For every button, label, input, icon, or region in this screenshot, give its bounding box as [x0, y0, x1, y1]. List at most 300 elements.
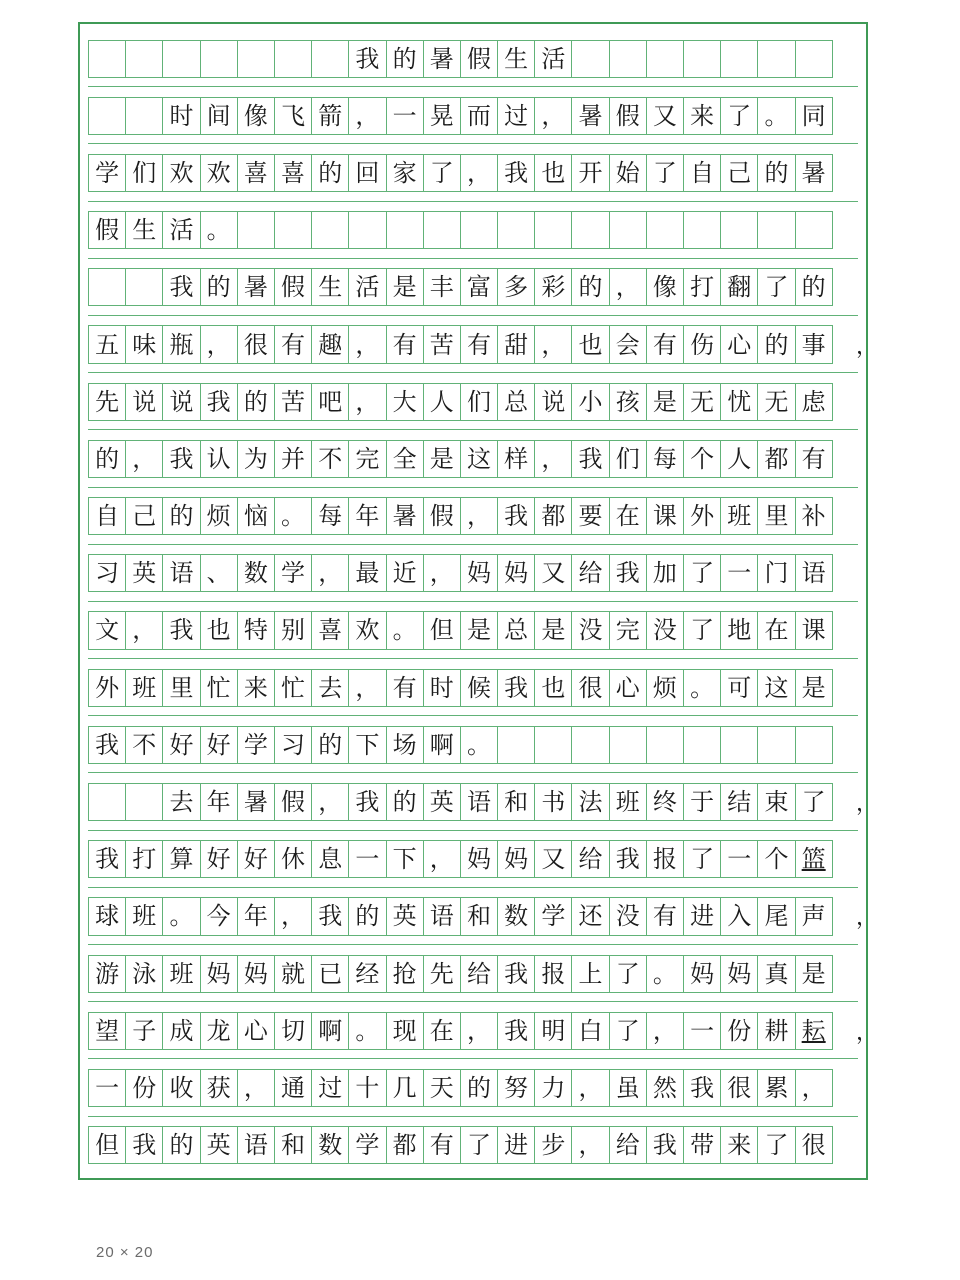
grid-cell: 假: [609, 97, 647, 135]
grid-cell: 甜: [497, 325, 535, 363]
grid-row: [88, 659, 858, 716]
grid-cell: 我: [497, 154, 535, 192]
grid-cell: 一: [386, 97, 424, 135]
grid-cell: 下: [348, 726, 386, 764]
grid-cell: [609, 211, 647, 249]
grid-cell: 学: [348, 1126, 386, 1164]
grid-cell: 箭: [311, 97, 349, 135]
grid-cell: 是: [386, 268, 424, 306]
grid-row: [88, 888, 878, 945]
grid-cell: 有: [646, 325, 684, 363]
grid-cell: 是: [795, 955, 833, 993]
grid-cell: 我: [88, 726, 126, 764]
grid-cell: ，: [795, 1069, 833, 1107]
grid-cell: 的: [348, 897, 386, 935]
grid-cell: ，: [311, 554, 349, 592]
grid-cell: 。: [200, 211, 238, 249]
grid-cell: 外: [88, 669, 126, 707]
grid-cell: 数: [311, 1126, 349, 1164]
grid-cell: 了: [795, 783, 833, 821]
grid-cell: 。: [348, 1012, 386, 1050]
grid-cell: 和: [460, 897, 498, 935]
grid-cell: ，: [423, 840, 461, 878]
grid-cell: 但: [423, 611, 461, 649]
grid-cell: 了: [460, 1126, 498, 1164]
grid-cell: 丰: [423, 268, 461, 306]
grid-cell: 报: [534, 955, 572, 993]
grid-cell: 现: [386, 1012, 424, 1050]
grid-cell: 每: [646, 440, 684, 478]
grid-cell: 已: [311, 955, 349, 993]
grid-cell: 经: [348, 955, 386, 993]
grid-cell: 进: [497, 1126, 535, 1164]
grid-cell: [757, 40, 795, 78]
grid-cell: 英: [386, 897, 424, 935]
grid-cell: [609, 726, 647, 764]
grid-cell: 的: [386, 40, 424, 78]
grid-cell: 大: [386, 383, 424, 421]
grid-cell: 生: [125, 211, 163, 249]
grid-cell: 班: [125, 669, 163, 707]
grid-cell: 妈: [200, 955, 238, 993]
grid-cell: 无: [683, 383, 721, 421]
grid-cell: 不: [125, 726, 163, 764]
grid-cell: 的: [311, 154, 349, 192]
grid-cell: 可: [720, 669, 758, 707]
grid-cell: ，: [534, 97, 572, 135]
grid-cell: 成: [162, 1012, 200, 1050]
grid-row: [88, 602, 858, 659]
grid-cell: [348, 211, 386, 249]
grid-cell: 心: [720, 325, 758, 363]
grid-cell: 妈: [683, 955, 721, 993]
grid-cell: 说: [534, 383, 572, 421]
grid-cell: [237, 211, 275, 249]
grid-cell: [683, 726, 721, 764]
grid-cell: 暑: [237, 268, 275, 306]
grid-cell: 说: [162, 383, 200, 421]
grid-cell: 明: [534, 1012, 572, 1050]
grid-cell: [646, 726, 684, 764]
grid-cell: 像: [237, 97, 275, 135]
grid-cell: 学: [534, 897, 572, 935]
grid-cell: ，: [274, 897, 312, 935]
grid-cell: 欢: [162, 154, 200, 192]
grid-cell: 有: [423, 1126, 461, 1164]
grid-cell: 们: [609, 440, 647, 478]
grid-cell: 了: [757, 268, 795, 306]
grid-cell: 给: [609, 1126, 647, 1164]
grid-cell: 子: [125, 1012, 163, 1050]
grid-cell: 烦: [200, 497, 238, 535]
grid-cell: 喜: [274, 154, 312, 192]
grid-cell: 课: [795, 611, 833, 649]
grid-cell: 也: [534, 154, 572, 192]
grid-cell: 份: [720, 1012, 758, 1050]
grid-cell: 味: [125, 325, 163, 363]
grid-cell: 我: [88, 840, 126, 878]
grid-cell: 进: [683, 897, 721, 935]
grid-cell: 有: [386, 669, 424, 707]
grid-cell: 苦: [274, 383, 312, 421]
grid-cell: 都: [757, 440, 795, 478]
grid-cell: 语: [162, 554, 200, 592]
grid-cell: 班: [162, 955, 200, 993]
grid-cell: 数: [497, 897, 535, 935]
grid-cell: ，: [348, 325, 386, 363]
grid-cell: 好: [200, 726, 238, 764]
grid-cell: 休: [274, 840, 312, 878]
grid-cell: 很: [571, 669, 609, 707]
grid-cell: 年: [200, 783, 238, 821]
grid-cell: 而: [460, 97, 498, 135]
grid-cell: 外: [683, 497, 721, 535]
grid-cell: ，: [460, 497, 498, 535]
grid-cell: 望: [88, 1012, 126, 1050]
grid-cell: 结: [720, 783, 758, 821]
grid-cell: 于: [683, 783, 721, 821]
grid-cell: [125, 783, 163, 821]
grid-cell: 学: [274, 554, 312, 592]
grid-row: [88, 316, 878, 373]
grid-cell: 了: [683, 840, 721, 878]
grid-cell: 我: [609, 840, 647, 878]
grid-cell: 恼: [237, 497, 275, 535]
grid-cell: 真: [757, 955, 795, 993]
grid-cell: 门: [757, 554, 795, 592]
grid-cell: [795, 211, 833, 249]
grid-cell: 妈: [497, 554, 535, 592]
grid-cell: 去: [162, 783, 200, 821]
grid-cell: 五: [88, 325, 126, 363]
grid-cell: 努: [497, 1069, 535, 1107]
grid-cell: 。: [683, 669, 721, 707]
grid-row: [88, 259, 858, 316]
grid-cell: 是: [646, 383, 684, 421]
grid-cell: 的: [311, 726, 349, 764]
grid-cell: 入: [720, 897, 758, 935]
grid-cell: 伤: [683, 325, 721, 363]
grid-cell: 我: [497, 1012, 535, 1050]
grid-cell: 英: [125, 554, 163, 592]
grid-cell: 开: [571, 154, 609, 192]
grid-cell: 收: [162, 1069, 200, 1107]
grid-cell: 和: [274, 1126, 312, 1164]
grid-cell: 书: [534, 783, 572, 821]
grid-cell: 欢: [200, 154, 238, 192]
grid-cell: [720, 726, 758, 764]
grid-cell: 暑: [386, 497, 424, 535]
grid-cell: ，: [200, 325, 238, 363]
grid-cell: 的: [162, 497, 200, 535]
grid-cell: 游: [88, 955, 126, 993]
grid-cell: 我: [162, 268, 200, 306]
grid-cell: [274, 211, 312, 249]
grid-cell: 很: [237, 325, 275, 363]
grid-cell: 小: [571, 383, 609, 421]
grid-cell: 多: [497, 268, 535, 306]
grid-cell: 不: [311, 440, 349, 478]
grid-cell: 没: [609, 897, 647, 935]
grid-cell: 。: [757, 97, 795, 135]
grid-cell: 总: [497, 383, 535, 421]
grid-cell: ，: [237, 1069, 275, 1107]
grid-cell: 虽: [609, 1069, 647, 1107]
grid-row: [88, 87, 858, 144]
grid-cell: 的: [162, 1126, 200, 1164]
grid-cell: 孩: [609, 383, 647, 421]
grid-cell: 地: [720, 611, 758, 649]
grid-cell: [237, 40, 275, 78]
grid-cell: 个: [757, 840, 795, 878]
grid-cell: 法: [571, 783, 609, 821]
grid-cell: 吧: [311, 383, 349, 421]
grid-cell: 彩: [534, 268, 572, 306]
grid-cell: 特: [237, 611, 275, 649]
grid-cell: 活: [534, 40, 572, 78]
grid-cell: 语: [237, 1126, 275, 1164]
grid-cell: 的: [571, 268, 609, 306]
grid-cell: [571, 726, 609, 764]
grid-cell: 在: [423, 1012, 461, 1050]
grid-cell: 累: [757, 1069, 795, 1107]
grid-cell: 加: [646, 554, 684, 592]
grid-cell: ，: [534, 440, 572, 478]
grid-cell: 班: [609, 783, 647, 821]
grid-cell: 候: [460, 669, 498, 707]
grid-cell: 语: [460, 783, 498, 821]
grid-cell: [88, 40, 126, 78]
grid-cell: 家: [386, 154, 424, 192]
grid-cell: 场: [386, 726, 424, 764]
grid-cell: 算: [162, 840, 200, 878]
grid-cell: 为: [237, 440, 275, 478]
grid-cell: [571, 40, 609, 78]
grid-cell: 飞: [274, 97, 312, 135]
grid-cell: 虑: [795, 383, 833, 421]
grid-cell: 别: [274, 611, 312, 649]
grid-row: [88, 430, 858, 487]
grid-cell: 生: [497, 40, 535, 78]
grid-cell: 。: [646, 955, 684, 993]
grid-cell: [162, 40, 200, 78]
grid-cell: 暑: [237, 783, 275, 821]
grid-cell: 切: [274, 1012, 312, 1050]
grid-cell: 说: [125, 383, 163, 421]
grid-cell: [795, 726, 833, 764]
grid-cell: 暑: [571, 97, 609, 135]
grid-cell: ，: [571, 1069, 609, 1107]
grid-cell: 最: [348, 554, 386, 592]
grid-cell: 的: [795, 268, 833, 306]
grid-cell: 认: [200, 440, 238, 478]
grid-cell: 又: [534, 554, 572, 592]
grid-cell: [88, 783, 126, 821]
grid-cell: 抢: [386, 955, 424, 993]
grid-cell: 啊: [311, 1012, 349, 1050]
grid-cell: 心: [609, 669, 647, 707]
grid-cell: 妈: [720, 955, 758, 993]
grid-cell: 几: [386, 1069, 424, 1107]
grid-cell: 有: [386, 325, 424, 363]
grid-cell: 的: [200, 268, 238, 306]
grid-cell: ，: [125, 440, 163, 478]
grid-cell: 暑: [423, 40, 461, 78]
grid-cell: 我: [125, 1126, 163, 1164]
grid-cell: 的: [88, 440, 126, 478]
grid-cell: 假: [274, 783, 312, 821]
grid-cell: 没: [571, 611, 609, 649]
grid-cell: ，: [460, 154, 498, 192]
grid-cell: 白: [571, 1012, 609, 1050]
grid-cell: 假: [274, 268, 312, 306]
grid-cell: 苦: [423, 325, 461, 363]
grid-cell: 是: [534, 611, 572, 649]
grid-cell: 在: [609, 497, 647, 535]
grid-cell: 假: [460, 40, 498, 78]
grid-cell: 又: [646, 97, 684, 135]
grid-cell: 妈: [237, 955, 275, 993]
grid-cell: 我: [162, 440, 200, 478]
grid-cell: [609, 40, 647, 78]
grid-cell: 补: [795, 497, 833, 535]
overflow-punctuation: ，: [855, 791, 878, 817]
grid-cell: 了: [683, 611, 721, 649]
grid-rows: [88, 30, 878, 1174]
grid-cell: 球: [88, 897, 126, 935]
grid-cell: [534, 726, 572, 764]
grid-cell: 过: [497, 97, 535, 135]
grid-cell: 通: [274, 1069, 312, 1107]
grid-cell: 样: [497, 440, 535, 478]
grid-cell: 妈: [460, 840, 498, 878]
grid-cell: 年: [237, 897, 275, 935]
grid-cell: 欢: [348, 611, 386, 649]
grid-cell: 语: [795, 554, 833, 592]
grid-cell: 要: [571, 497, 609, 535]
grid-cell: 了: [609, 1012, 647, 1050]
grid-cell: 班: [125, 897, 163, 935]
grid-cell: 和: [497, 783, 535, 821]
grid-cell: 一: [720, 840, 758, 878]
grid-row: [88, 716, 858, 773]
grid-cell: [757, 211, 795, 249]
grid-cell: 来: [720, 1126, 758, 1164]
grid-cell: [720, 211, 758, 249]
grid-cell: 们: [460, 383, 498, 421]
grid-cell: [460, 211, 498, 249]
grid-cell: 是: [460, 611, 498, 649]
grid-cell: [88, 97, 126, 135]
grid-cell: 先: [88, 383, 126, 421]
grid-cell: 里: [757, 497, 795, 535]
grid-row: [88, 488, 858, 545]
grid-row: [88, 831, 858, 888]
grid-cell: [311, 211, 349, 249]
grid-cell: 了: [646, 154, 684, 192]
grid-cell: 数: [237, 554, 275, 592]
grid-cell: 学: [237, 726, 275, 764]
grid-cell: 有: [460, 325, 498, 363]
grid-cell: 妈: [460, 554, 498, 592]
grid-cell: 心: [237, 1012, 275, 1050]
grid-cell: 的: [386, 783, 424, 821]
grid-cell: ，: [125, 611, 163, 649]
grid-cell: 一: [348, 840, 386, 878]
grid-cell: 但: [88, 1126, 126, 1164]
grid-cell: 、: [200, 554, 238, 592]
grid-cell: 终: [646, 783, 684, 821]
grid-cell: 们: [125, 154, 163, 192]
grid-cell: ，: [571, 1126, 609, 1164]
grid-cell: ，: [609, 268, 647, 306]
overflow-punctuation: ，: [855, 905, 878, 931]
grid-cell: [497, 211, 535, 249]
grid-cell: 事: [795, 325, 833, 363]
grid-cell: 人: [720, 440, 758, 478]
grid-cell: 的: [460, 1069, 498, 1107]
grid-cell: 声: [795, 897, 833, 935]
grid-cell: 己: [720, 154, 758, 192]
grid-cell: 忙: [200, 669, 238, 707]
grid-cell: 耕: [757, 1012, 795, 1050]
grid-cell: 然: [646, 1069, 684, 1107]
grid-cell: [720, 40, 758, 78]
grid-row: [88, 1059, 858, 1116]
grid-cell: [757, 726, 795, 764]
grid-cell: 步: [534, 1126, 572, 1164]
grid-cell: 束: [757, 783, 795, 821]
composition-grid-sheet: [78, 22, 878, 1180]
grid-cell: 给: [571, 554, 609, 592]
grid-cell: 都: [534, 497, 572, 535]
grid-cell: 暑: [795, 154, 833, 192]
grid-cell: 好: [237, 840, 275, 878]
grid-cell: 每: [311, 497, 349, 535]
grid-cell: 耘: [795, 1012, 833, 1050]
grid-cell: [200, 40, 238, 78]
grid-cell: 我: [497, 669, 535, 707]
grid-cell: 了: [609, 955, 647, 993]
grid-cell: 完: [609, 611, 647, 649]
grid-cell: 也: [534, 669, 572, 707]
grid-cell: 英: [200, 1126, 238, 1164]
grid-cell: 打: [683, 268, 721, 306]
grid-cell: 翻: [720, 268, 758, 306]
grid-cell: 始: [609, 154, 647, 192]
grid-cell: 文: [88, 611, 126, 649]
grid-cell: [646, 40, 684, 78]
grid-cell: 报: [646, 840, 684, 878]
grid-cell: 自: [88, 497, 126, 535]
grid-cell: 啊: [423, 726, 461, 764]
grid-cell: 无: [757, 383, 795, 421]
grid-cell: 。: [274, 497, 312, 535]
grid-row: [88, 773, 878, 830]
grid-cell: 很: [720, 1069, 758, 1107]
grid-cell: 是: [423, 440, 461, 478]
grid-cell: 习: [88, 554, 126, 592]
grid-cell: 很: [795, 1126, 833, 1164]
grid-cell: 我: [162, 611, 200, 649]
grid-cell: 了: [683, 554, 721, 592]
grid-cell: 也: [571, 325, 609, 363]
grid-cell: 己: [125, 497, 163, 535]
grid-cell: 了: [720, 97, 758, 135]
grid-cell: 喜: [311, 611, 349, 649]
grid-cell: 年: [348, 497, 386, 535]
grid-cell: [386, 211, 424, 249]
